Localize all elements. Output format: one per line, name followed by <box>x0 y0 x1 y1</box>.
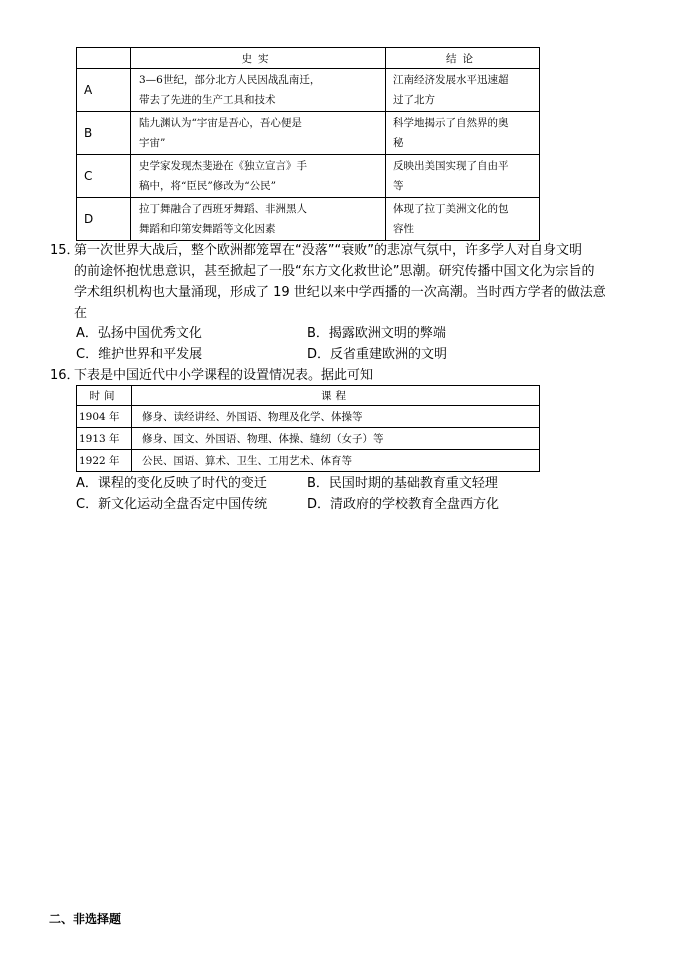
table-row <box>77 406 540 428</box>
conclusion-cell <box>386 112 540 155</box>
stem-line: 在 <box>74 306 88 321</box>
conclusion-line: 体现了拉丁美洲文化的包 <box>393 203 509 215</box>
conclusion-cell <box>386 198 540 241</box>
table-row <box>77 198 540 241</box>
stem-line: 学术组织机构也大量涌现，形成了 19 世纪以来中学西播的一次高潮。当时西方学者的做法意 <box>74 285 606 300</box>
table-header-cell: 结论 <box>386 48 540 69</box>
option-label: A <box>77 69 131 112</box>
conclusion-line: 科学地揭示了自然界的奥 <box>393 117 509 129</box>
question-number: 16． <box>50 368 80 383</box>
fact-line: 拉丁舞融合了西班牙舞蹈、非洲黑人 <box>139 203 307 215</box>
courses-cell: 修身、国文、外国语、物理、体操、缝纫（女子）等 <box>132 428 540 450</box>
table-row <box>77 69 540 112</box>
answer-option-b[interactable]: B．民国时期的基础教育重文轻理 <box>307 476 498 491</box>
answer-option-a[interactable]: A．弘扬中国优秀文化 <box>76 326 202 341</box>
fact-cell <box>131 69 386 112</box>
question-15 <box>50 240 656 324</box>
question-stem: 下表是中国近代中小学课程的设置情况表。据此可知 <box>74 368 374 383</box>
answer-option-c[interactable]: C．维护世界和平发展 <box>76 347 203 362</box>
fact-line: 舞蹈和印第安舞蹈等文化因素 <box>139 223 276 235</box>
curriculum-table <box>76 385 540 472</box>
question-number: 15． <box>50 243 80 258</box>
option-label: C <box>77 155 131 198</box>
courses-cell: 修身、读经讲经、外国语、物理及化学、体操等 <box>132 406 540 428</box>
conclusion-line: 过了北方 <box>393 94 435 106</box>
section-heading: 二、非选择题 <box>49 912 122 926</box>
question-stem <box>56 240 656 324</box>
fact-line: 稿中，将“臣民”修改为“公民” <box>139 180 276 192</box>
conclusion-line: 容性 <box>393 223 414 235</box>
year-cell: 1904 年 <box>77 406 132 428</box>
table-row <box>77 428 540 450</box>
year-cell: 1922 年 <box>77 450 132 472</box>
fact-line: 带去了先进的生产工具和技术 <box>139 94 276 106</box>
option-label: D <box>77 198 131 241</box>
fact-line: 史学家发现杰斐逊在《独立宣言》手 <box>139 160 307 172</box>
answer-option-c[interactable]: C．新文化运动全盘否定中国传统 <box>76 497 268 512</box>
question-16 <box>50 365 656 386</box>
courses-cell: 公民、国语、算术、卫生、工用艺术、体育等 <box>132 450 540 472</box>
q15-options <box>76 323 656 365</box>
facts-conclusions-table <box>76 47 540 241</box>
option-label: B <box>77 112 131 155</box>
conclusion-cell <box>386 69 540 112</box>
table-header-row <box>77 386 540 406</box>
answer-option-d[interactable]: D．反省重建欧洲的文明 <box>307 347 448 362</box>
answer-option-b[interactable]: B．揭露欧洲文明的弊端 <box>307 326 446 341</box>
table-header-cell: 时间 <box>77 386 132 406</box>
conclusion-line: 江南经济发展水平迅速超 <box>393 74 509 86</box>
table-row <box>77 450 540 472</box>
table-row <box>77 112 540 155</box>
table-header-cell: 课程 <box>132 386 540 406</box>
conclusion-line: 秘 <box>393 137 404 149</box>
fact-line: 宇宙” <box>139 137 166 149</box>
conclusion-line: 反映出美国实现了自由平 <box>393 160 509 172</box>
stem-line: 的前途怀抱忧患意识，甚至掀起了一股“东方文化救世论”思潮。研究传播中国文化为宗旨的 <box>74 264 595 279</box>
table-header-row <box>77 48 540 69</box>
q16-options <box>76 473 656 515</box>
year-cell: 1913 年 <box>77 428 132 450</box>
answer-option-d[interactable]: D．清政府的学校教育全盘西方化 <box>307 497 500 512</box>
table-row <box>77 155 540 198</box>
fact-cell <box>131 155 386 198</box>
fact-cell <box>131 112 386 155</box>
conclusion-line: 等 <box>393 180 404 192</box>
fact-line: 3—6世纪，部分北方人民因战乱南迁， <box>139 74 321 86</box>
fact-cell <box>131 198 386 241</box>
conclusion-cell <box>386 155 540 198</box>
stem-line: 第一次世界大战后，整个欧洲都笼罩在“没落”“衰败”的悲凉气氛中，许多学人对自身文明 <box>74 243 582 258</box>
table-header-cell <box>77 48 131 69</box>
table-header-cell: 史实 <box>131 48 386 69</box>
fact-line: 陆九渊认为“宇宙是吾心，吾心便是 <box>139 117 302 129</box>
answer-option-a[interactable]: A．课程的变化反映了时代的变迁 <box>76 476 267 491</box>
